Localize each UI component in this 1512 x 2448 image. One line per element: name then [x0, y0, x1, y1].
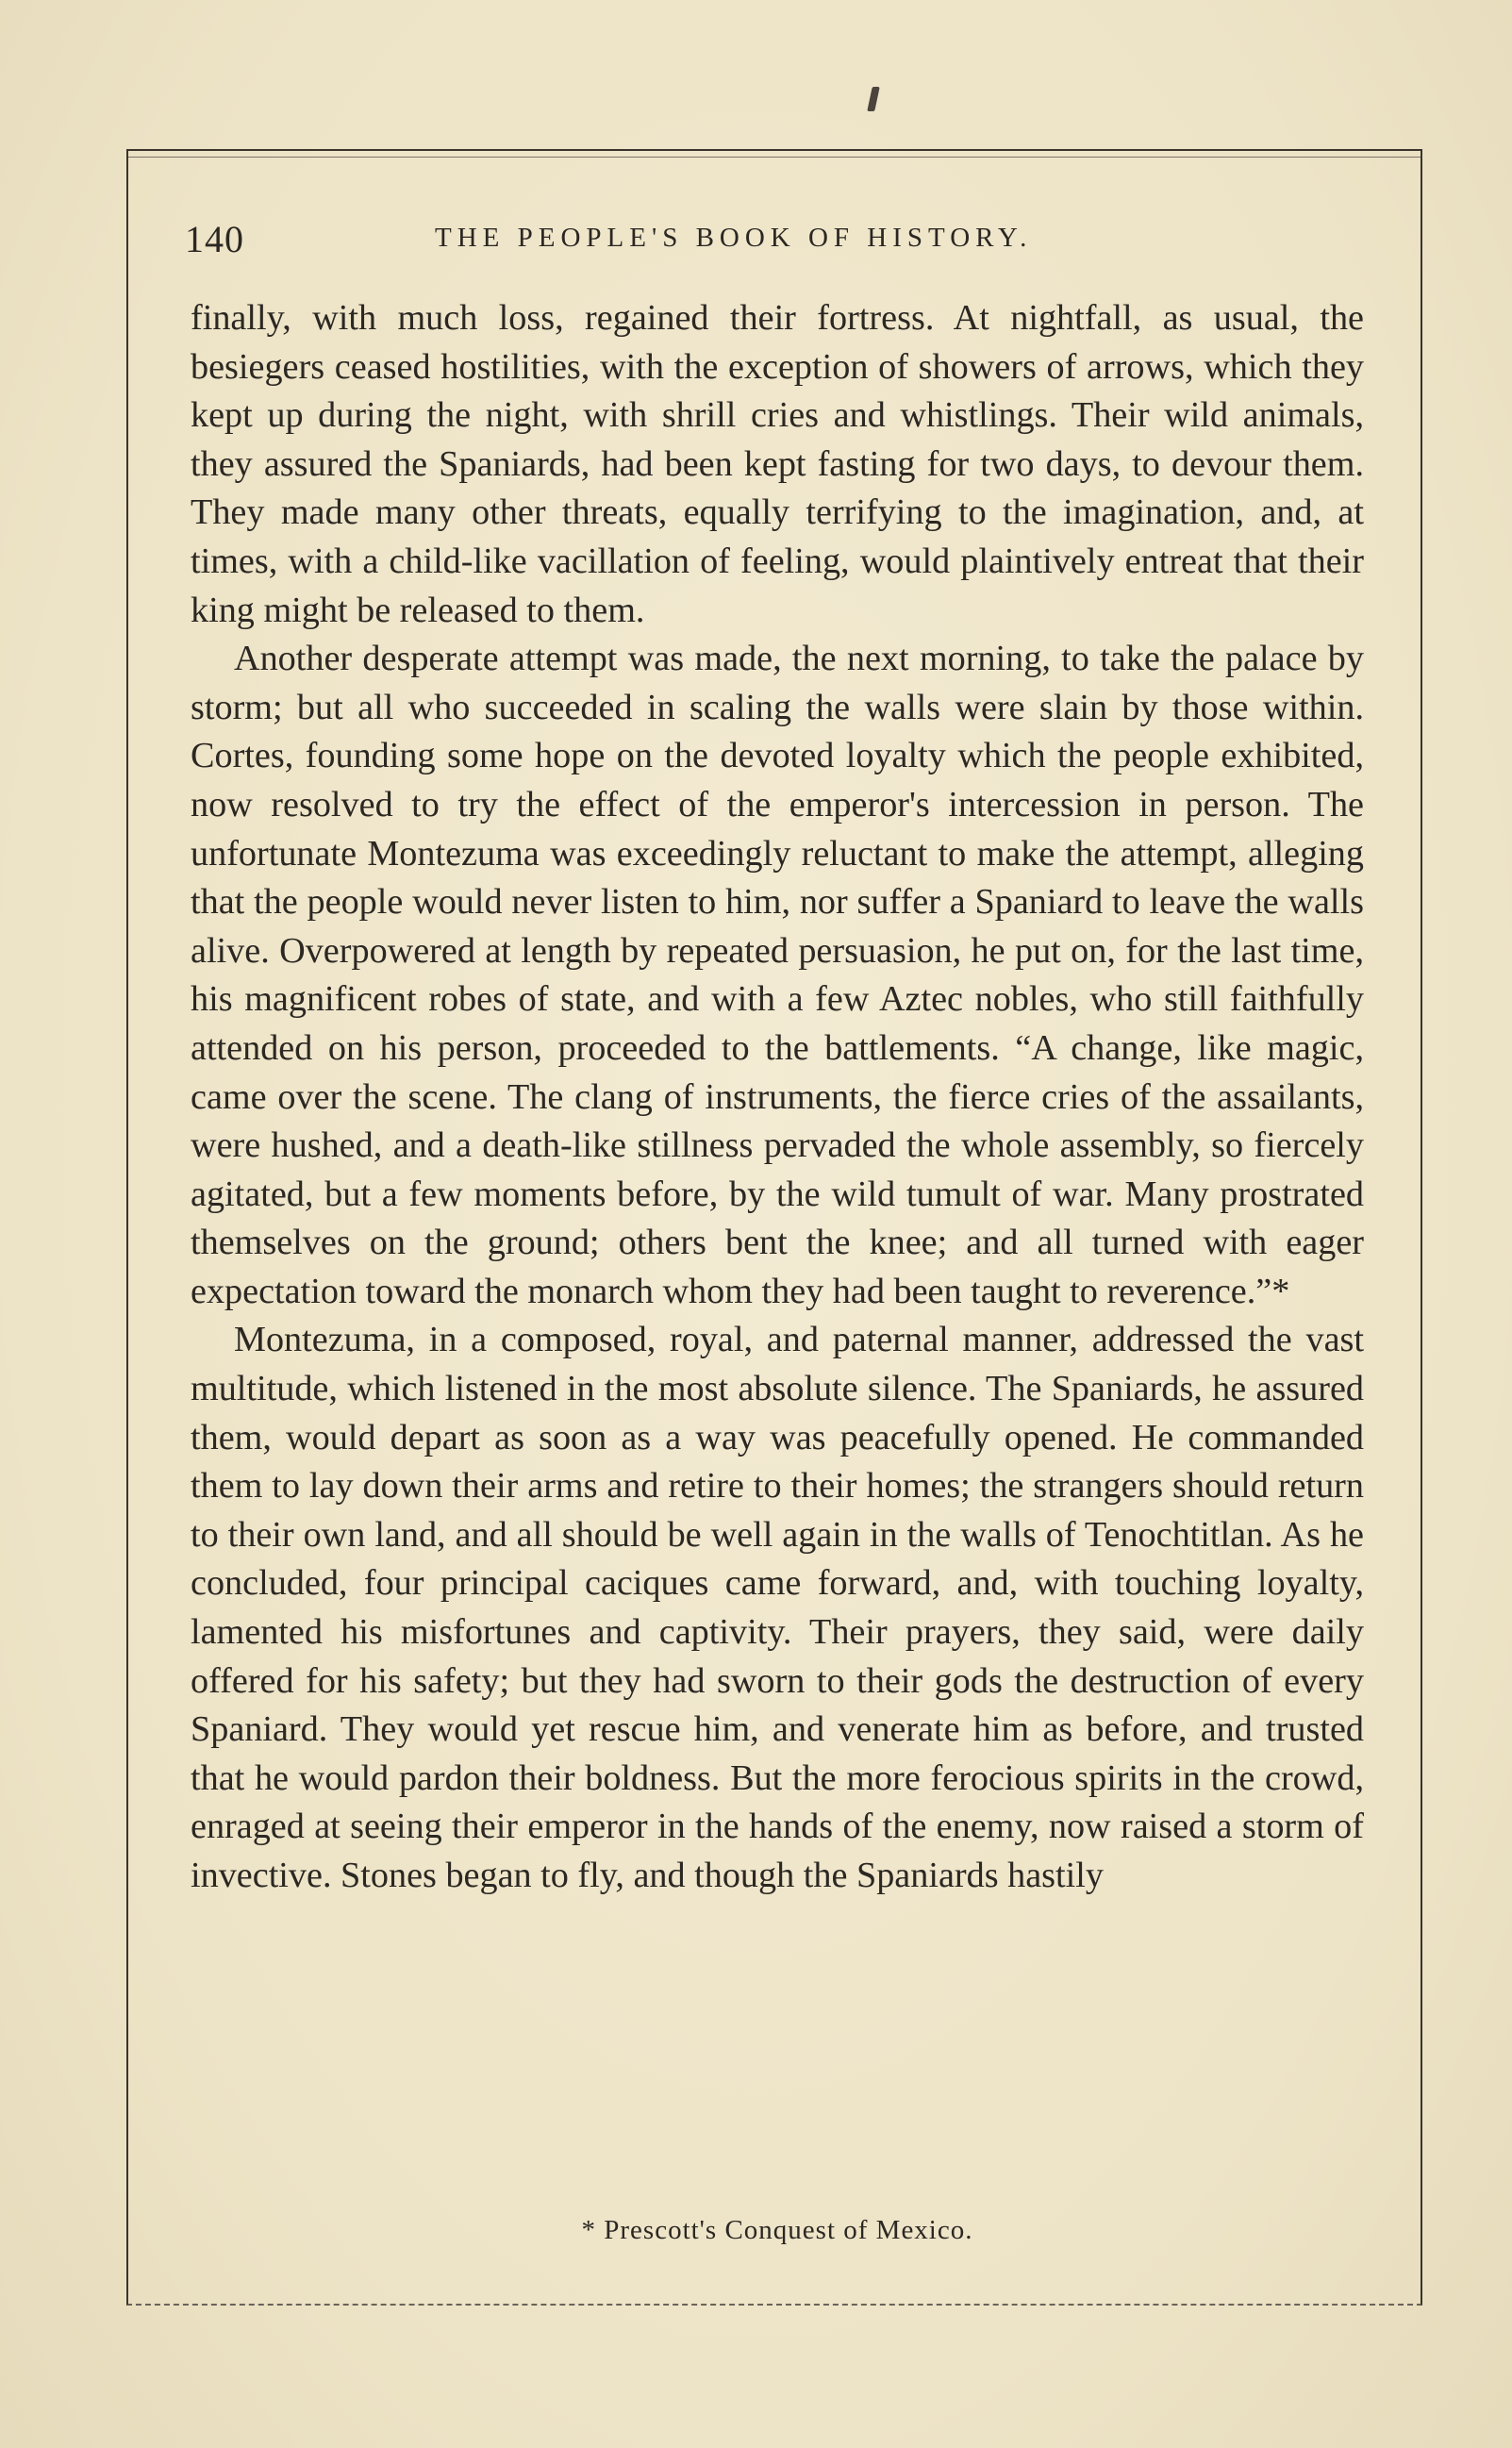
paragraph-2: Another desperate attempt was made, the next morning, to take the palace by storm; but all who succeeded in scaling the walls were slain by those within. Cortes, founding some hope on the devoted loyalty which the people exhibited, now resolved to try the effect of the emperor's intercession in person. The unfortunate Montezuma was exceedingly reluctant to make the attempt, alleging that the people would never listen to him, nor suffer a Spaniard to leave the walls alive. Overpowered at length by repeated persuasion, he put on, for the last time, his magnificent robes of state, and with a few Aztec nobles, who still faithfully attended on his person, proceeded to the battlements. “A change, like magic, came over the scene. The clang of instruments, the fierce cries of the assailants, were hushed, and a death-like stillness pervaded the whole assembly, so fiercely agitated, but a few moments before, by the wild tumult of war. Many prostrated themselves on the ground; others bent the knee; and all turned with eager expectation toward the monarch whom they had been taught to reverence.”* — [191, 639, 1364, 1311]
footnote: * Prescott's Conquest of Mexico. — [581, 2215, 973, 2245]
paragraph-1: finally, with much loss, regained their fortress. At nightfall, as usual, the besiegers ceased hostilities, with the exception of showers of arrows, which they kept up during the night, with shrill cries and whistlings. Their wild animals, they assured the Spaniards, had been kept fasting for two days, to devour them. They made many other threats, equally terrifying to the imagination, and, at times, with a child-like vacillation of feeling, would plaintively entreat that their king might be released to them. — [191, 298, 1364, 630]
running-head — [185, 213, 1364, 270]
paragraph-3: Montezuma, in a composed, royal, and paternal manner, addressed the vast multitude, which listened in the most absolute silence. The Spaniards, he assured them, would depart as soon as a way was peacefully opened. He commanded them to lay down their arms and retire to their homes; the strangers should return to their own land, and all should be well again in the walls of Tenochtitlan. As he concluded, four principal caciques came forward, and, with touching loyalty, lamented his misfortunes and captivity. Their prayers, they said, were daily offered for his safety; but they had sworn to their gods the destruction of every Spaniard. They would yet rescue him, and venerate him as before, and trusted that he would pardon their boldness. But the more ferocious spirits in the crowd, enraged at seeing their emperor in the hands of the enemy, now raised a storm of invective. Stones began to fly, and though the Spaniards hastily — [191, 1320, 1364, 1895]
body-text — [191, 294, 1364, 1901]
header-title: THE PEOPLE'S BOOK OF HISTORY. — [435, 223, 1033, 253]
page-number: 140 — [185, 218, 244, 260]
